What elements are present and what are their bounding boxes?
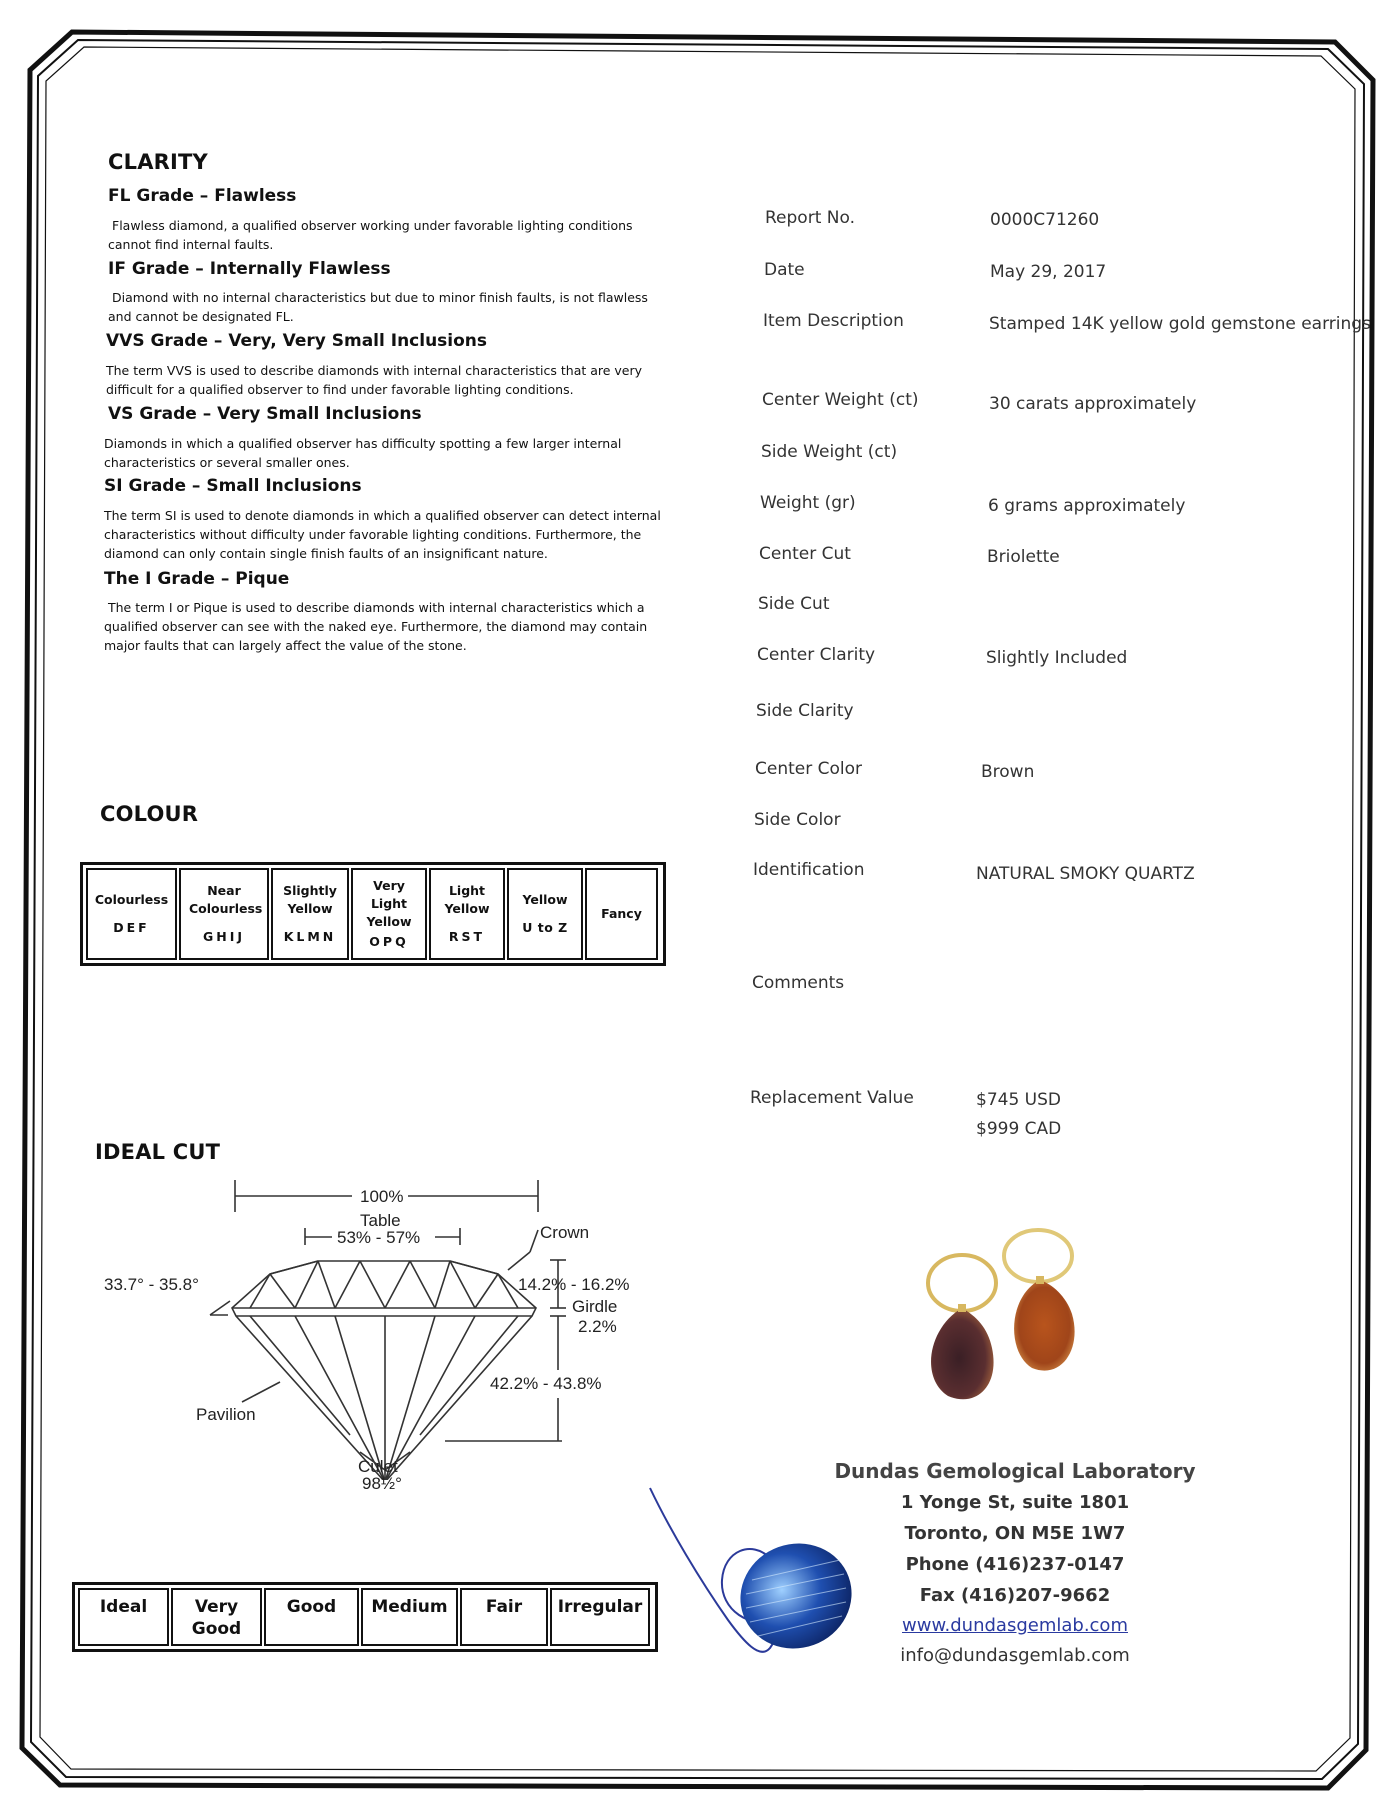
colour-cell-letters: KLMN — [283, 929, 337, 944]
lab-email: info@dundasgemlab.com — [900, 1645, 1130, 1666]
report-label: Center Color — [755, 759, 863, 779]
cut-grade-label: Very Good — [191, 1597, 242, 1639]
report-value: Brown — [981, 762, 1035, 782]
lab-phone: Phone (416)237-0147 — [905, 1554, 1125, 1575]
lab-website-link[interactable]: www.dundasgemlab.com — [902, 1615, 1128, 1636]
colour-cell-letters: GHIJ — [202, 929, 246, 944]
report-label: Center Clarity — [757, 645, 876, 665]
colour-cell-label: Colourless — [94, 892, 169, 907]
report-label: Item Description — [763, 311, 904, 331]
colour-heading: COLOUR — [100, 802, 199, 826]
girdle-label: Girdle — [572, 1297, 618, 1316]
report-value: Briolette — [987, 547, 1060, 567]
report-label: Side Color — [754, 810, 841, 830]
colour-cell-letters: RST — [448, 929, 486, 944]
lab-fax: Fax (416)207-9662 — [919, 1585, 1111, 1606]
cut-grade-label: Irregular — [557, 1597, 643, 1617]
colour-scale-table — [80, 862, 666, 966]
cut-grade-cell — [361, 1588, 458, 1646]
colour-cell-label: Slightly Yellow — [283, 883, 337, 916]
grade-desc-if: Diamond with no internal characteristics but due to minor finish faults, is not flawless and cannot be designated FL. — [108, 290, 648, 324]
report-value: 30 carats approximately — [989, 394, 1197, 414]
cut-grade-table — [72, 1582, 658, 1652]
report-label: Weight (gr) — [760, 493, 856, 513]
crown-height-label: 14.2% - 16.2% — [518, 1275, 630, 1294]
earrings-photo — [900, 1218, 1140, 1408]
grade-title-si: SI Grade – Small Inclusions — [104, 476, 362, 496]
grade-desc-fl: Flawless diamond, a qualified observer working under favorable lighting conditions cannot find internal faults. — [108, 218, 633, 252]
report-label: Side Clarity — [756, 701, 854, 721]
crown-angle-label: 33.7° - 35.8° — [104, 1275, 199, 1294]
colour-cell-label: Light Yellow — [444, 883, 490, 916]
cut-grade-label: Ideal — [99, 1597, 148, 1617]
grade-title-vs: VS Grade – Very Small Inclusions — [108, 404, 422, 424]
clarity-heading: CLARITY — [108, 150, 208, 174]
grade-title-fl: FL Grade – Flawless — [108, 186, 297, 206]
report-label: Comments — [752, 973, 845, 993]
width-pct-label: 100% — [360, 1187, 404, 1206]
colour-cell-letters: U to Z — [522, 920, 568, 935]
colour-cell — [179, 868, 269, 960]
culet-label: Culet — [358, 1457, 398, 1476]
colour-cell — [507, 868, 583, 960]
colour-cell — [351, 868, 427, 960]
ideal-cut-heading: IDEAL CUT — [95, 1140, 221, 1164]
cut-grade-label: Good — [286, 1597, 337, 1617]
colour-cell-label: Fancy — [601, 906, 642, 921]
report-label: Center Weight (ct) — [762, 390, 919, 410]
grade-desc-i: The term I or Pique is used to describe diamonds with internal characteristics which a qualified observer can see with the naked eye. Furthermore, the diamond may contain major faults that can largely affect the value of the stone. — [104, 600, 648, 653]
report-label: Report No. — [765, 208, 855, 228]
replacement-label: Replacement Value — [750, 1088, 914, 1108]
colour-cell-label: Near Colourless — [189, 883, 263, 916]
report-value: 0000C71260 — [990, 210, 1100, 230]
culet-value: 98½° — [362, 1474, 402, 1493]
report-value: Slightly Included — [986, 648, 1128, 668]
report-value: May 29, 2017 — [990, 262, 1107, 282]
grade-desc-vs: Diamonds in which a qualified observer has difficulty spotting a few larger internal characteristics or several smaller ones. — [104, 436, 622, 470]
colour-cell — [429, 868, 505, 960]
cut-grade-cell — [171, 1588, 262, 1646]
replacement-cad: $999 CAD — [976, 1119, 1062, 1139]
lab-address-line2: Toronto, ON M5E 1W7 — [904, 1523, 1126, 1544]
report-label: Date — [764, 260, 805, 280]
report-value: 6 grams approximately — [988, 496, 1186, 516]
lab-address-line1: 1 Yonge St, suite 1801 — [900, 1492, 1130, 1513]
diamond-proportions-diagram — [90, 1170, 670, 1480]
report-value: NATURAL SMOKY QUARTZ — [976, 864, 1195, 884]
cut-grade-cell — [550, 1588, 650, 1646]
report-label: Side Cut — [758, 594, 830, 614]
report-value: Stamped 14K yellow gold gemstone earrings — [989, 314, 1371, 334]
colour-cell — [585, 868, 658, 960]
colour-cell-label: Yellow — [522, 892, 568, 907]
table-range-label: 53% - 57% — [337, 1228, 421, 1247]
colour-cell — [86, 868, 177, 960]
crown-label: Crown — [540, 1223, 590, 1242]
colour-cell — [271, 868, 349, 960]
colour-cell-label: Very Light Yellow — [366, 878, 412, 929]
pavilion-depth-label: 42.2% - 43.8% — [490, 1374, 602, 1393]
lab-name: Dundas Gemological Laboratory — [834, 1459, 1196, 1483]
cut-grade-cell — [78, 1588, 169, 1646]
report-label: Side Weight (ct) — [761, 442, 898, 462]
grade-desc-si: The term SI is used to denote diamonds in which a qualified observer can detect internal characteristics without difficulty under favorable lighting conditions. Furthermore, the diamond can only contain single finish faults of an insignificant nature. — [104, 508, 661, 561]
colour-cell-letters: DEF — [113, 920, 150, 935]
cut-grade-label: Fair — [485, 1597, 523, 1617]
grade-title-if: IF Grade – Internally Flawless — [108, 259, 391, 279]
table-label: Table — [360, 1211, 401, 1230]
pavilion-label: Pavilion — [196, 1405, 256, 1424]
cut-grade-label: Medium — [371, 1597, 448, 1617]
grade-title-vvs: VVS Grade – Very, Very Small Inclusions — [106, 331, 488, 351]
cut-grade-cell — [460, 1588, 548, 1646]
colour-cell-letters: OPQ — [369, 934, 409, 949]
cut-grade-cell — [264, 1588, 359, 1646]
girdle-value: 2.2% — [578, 1317, 617, 1336]
report-label: Center Cut — [759, 544, 851, 564]
grade-title-i: The I Grade – Pique — [104, 569, 290, 589]
replacement-usd: $745 USD — [976, 1090, 1061, 1110]
grade-desc-vvs: The term VVS is used to describe diamonds with internal characteristics that are very difficult for a qualified observer to find under favorable lighting conditions. — [106, 363, 643, 397]
report-label: Identification — [753, 860, 865, 880]
